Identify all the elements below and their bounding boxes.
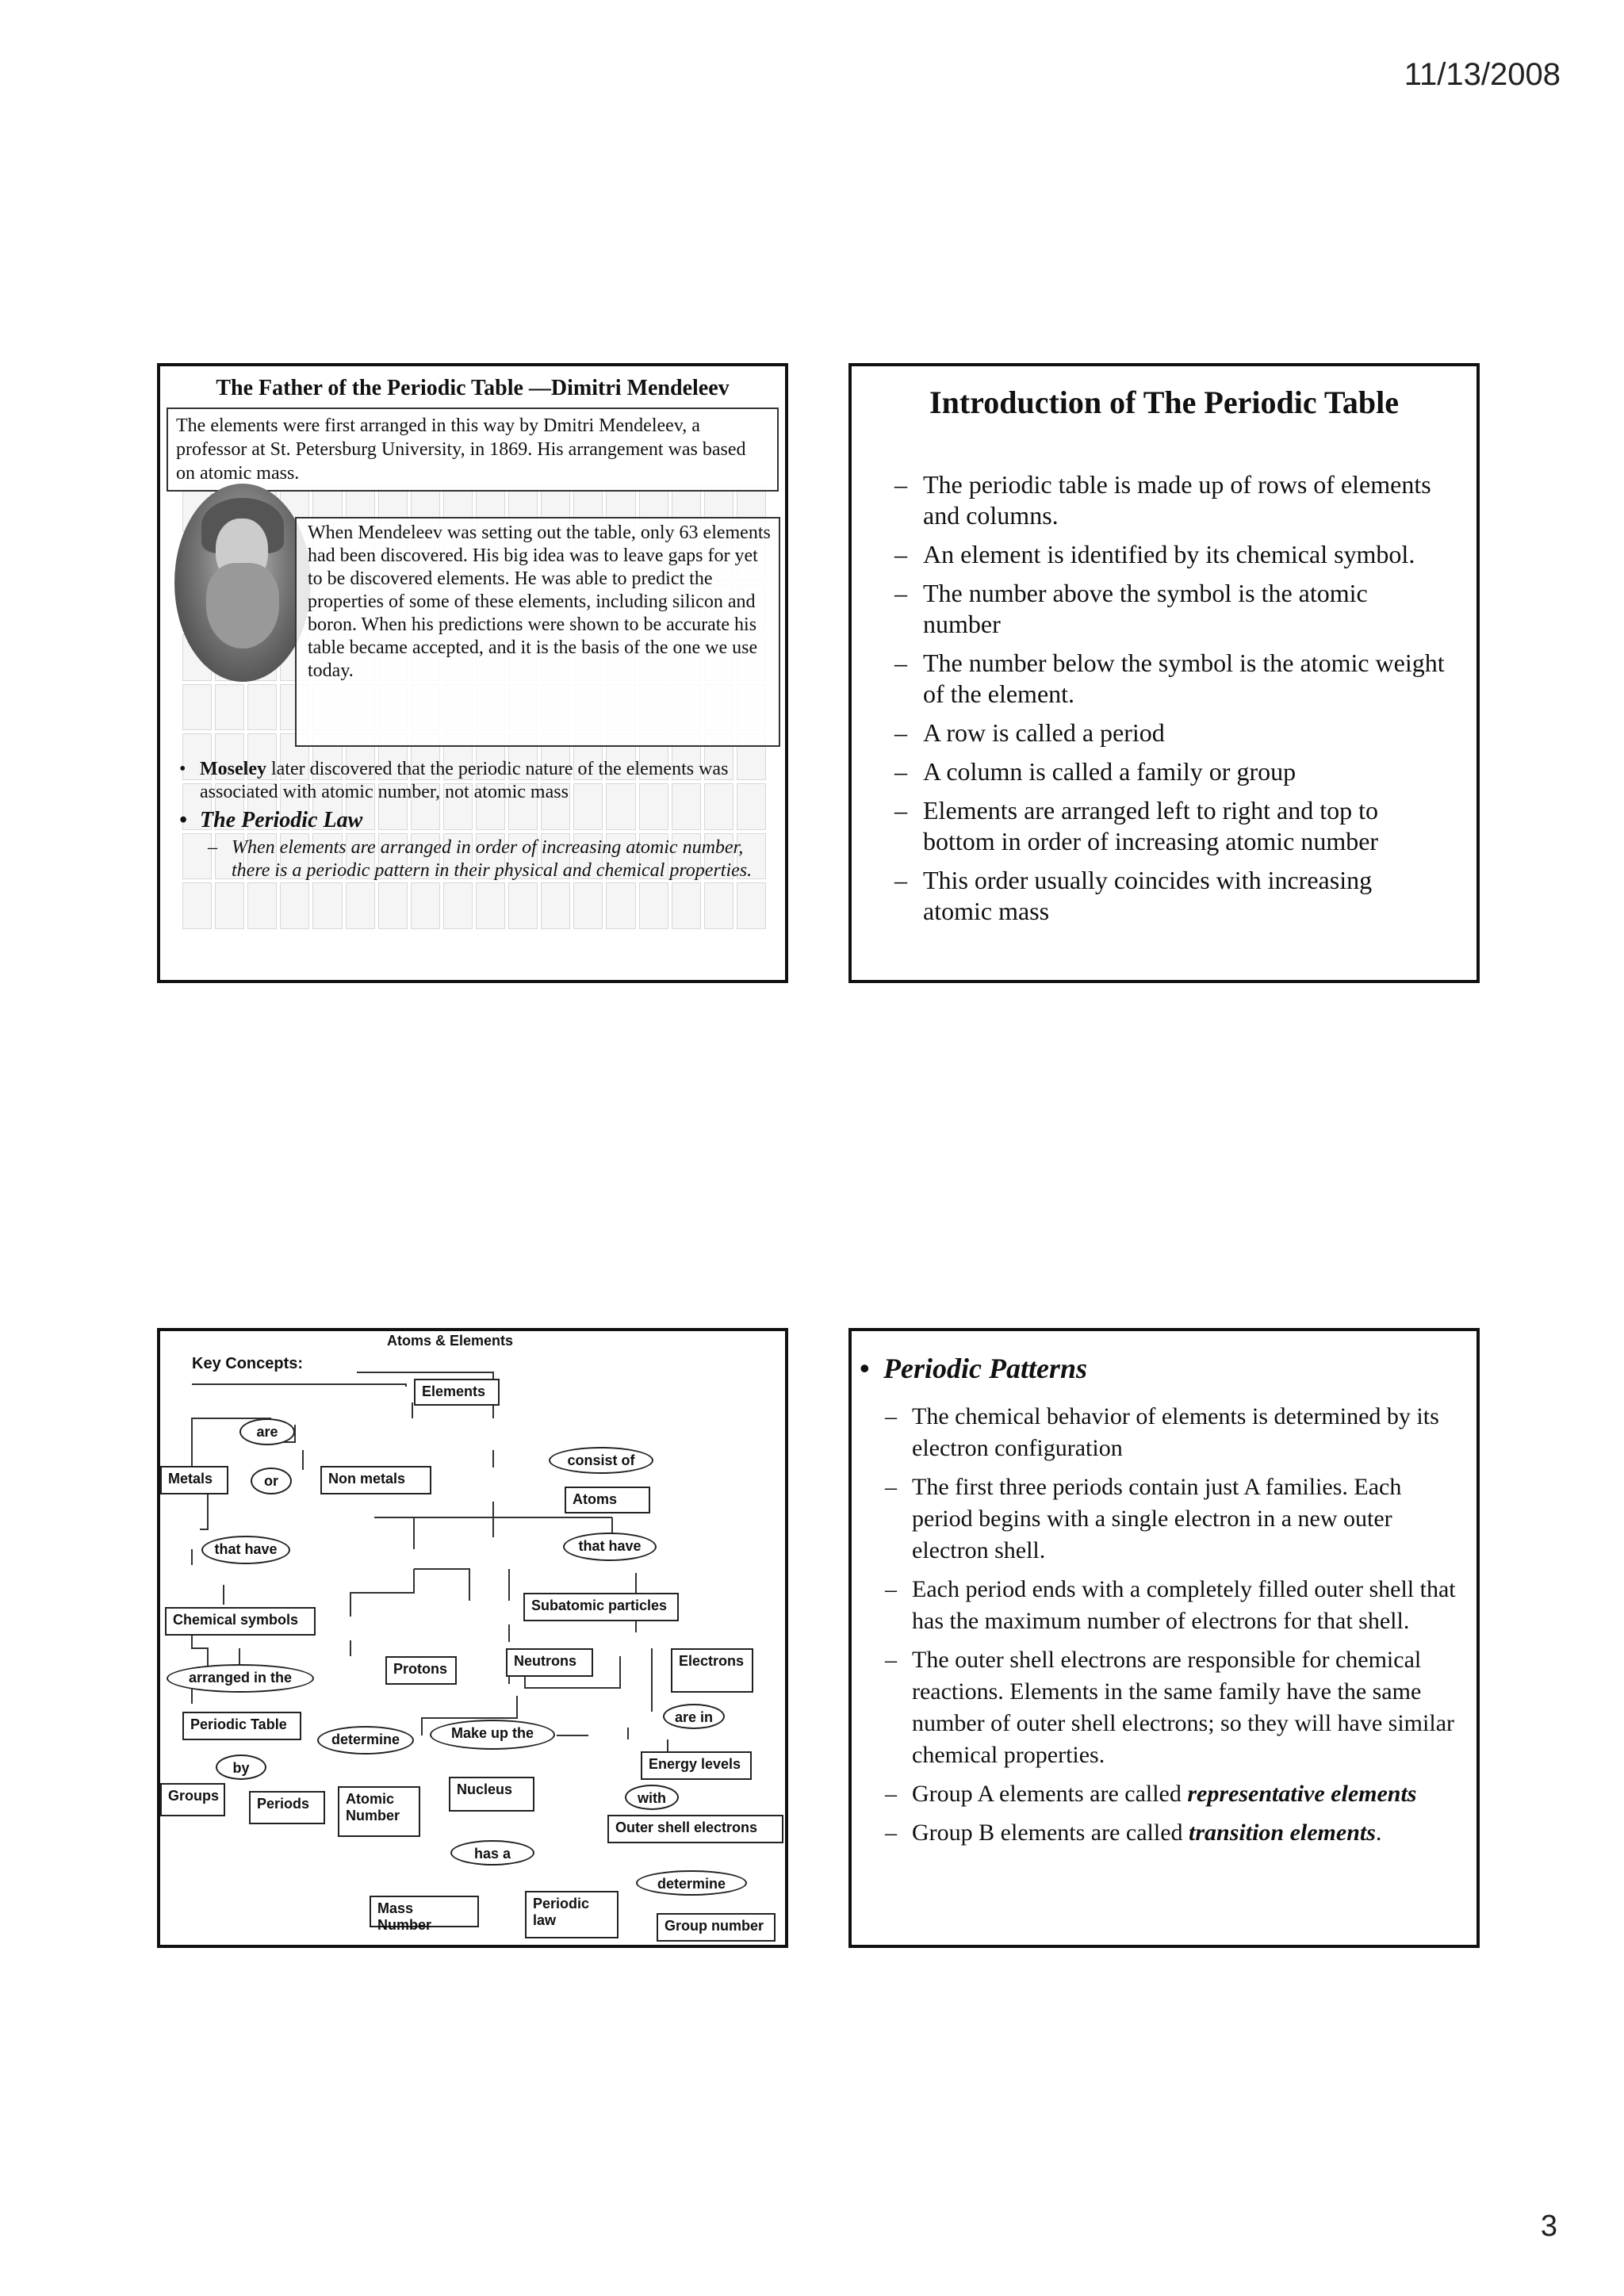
intro-textbox: The elements were first arranged in this way by Dmitri Mendeleev, a professor at St. Petersburg University, in 1869. His arrangement was based on atomic mass. [167,408,779,492]
link-make-up-the: Make up the [430,1720,555,1750]
node-group-number: Group number [657,1913,776,1942]
bullet-list [909,1401,1464,1856]
link-are-in: are in [663,1704,725,1729]
page-number: 3 [1540,2210,1557,2243]
node-atomic-number: Atomic Number [338,1786,420,1837]
list-item: – The chemical behavior of elements is determined by its electron configuration [909,1401,1464,1464]
map-title: Atoms & Elements [387,1333,514,1349]
node-periodic-table: Periodic Table [182,1712,301,1740]
link-determine-right: determine [636,1870,747,1896]
story-textbox: When Mendeleev was setting out the table, only 63 elements had been discovered. His big idea was to leave gaps for yet to be discovered elements. He was able to predict the properties of some of these elements, including silicon and boron. When his predictions were shown to be accurate his table became accepted, and it is the basis of the one we use today. [295,517,780,747]
list-item: – A row is called a period [909,718,1445,748]
node-periodic-law: Periodic law [525,1891,619,1938]
node-neutrons: Neutrons [506,1648,593,1677]
node-atoms: Atoms [565,1487,650,1513]
slide-title: The Father of the Periodic Table —Dimitri Mendeleev [216,376,730,400]
slide-periodic-patterns: • Periodic Patterns – The chemical behavior of elements is determined by its electron configuration – The first three periods contain just A families. Each period begins with a single electron in a new outer electron shell. – Each period ends with a completely filled outer shell that has the maximum number of electrons for that shell. – The outer shell electrons are responsible for chemical reactions. Elements in the same family have the same number of outer shell electrons; so they will have similar chemical properties. – Group A elements are called representative elements – Group B elements are called transition elements. [848,1328,1480,1948]
bullet-list [909,469,1445,935]
slide-concept-map [157,1328,788,1948]
node-metals: Metals [160,1466,228,1494]
list-item: – The number above the symbol is the atomic number [909,578,1445,640]
list-item: – This order usually coincides with increasing atomic mass [909,865,1445,927]
node-elements: Elements [414,1379,500,1406]
node-chemical-symbols: Chemical symbols [165,1607,316,1636]
node-non-metals: Non metals [320,1466,431,1494]
node-subatomic-particles: Subatomic particles [523,1593,679,1621]
list-item: – The first three periods contain just A families. Each period begins with a single electron in a new outer electron shell. [909,1471,1464,1567]
list-item: – An element is identified by its chemical symbol. [909,539,1445,570]
node-periods: Periods [249,1791,325,1824]
key-concepts-label: Key Concepts: [192,1355,304,1372]
link-determine-left: determine [317,1726,414,1755]
node-nucleus: Nucleus [449,1777,534,1812]
link-or: or [251,1468,292,1494]
list-item: – The periodic table is made up of rows of elements and columns. [909,469,1445,531]
list-item: – Elements are arranged left to right and top to bottom in order of increasing atomic number [909,795,1445,857]
slide-introduction [848,363,1480,983]
link-has-a: has a [450,1840,534,1866]
mendeleev-portrait [174,484,311,682]
slide-title: Introduction of The Periodic Table [929,385,1399,420]
list-item: – The outer shell electrons are responsible for chemical reactions. Elements in the same family have the same number of outer shell electrons; so they will have similar chemical properties. [909,1644,1464,1771]
handout-date: 11/13/2008 [1404,57,1561,92]
node-groups: Groups [160,1783,225,1816]
link-by: by [216,1755,266,1780]
list-item-group-a: – Group A elements are called representative elements [909,1778,1464,1810]
link-that-have-right: that have [563,1533,657,1561]
periodic-law-bullet: • The Periodic Law [176,809,766,832]
list-item: – The number below the symbol is the atomic weight of the element. [909,648,1445,710]
list-item: – A column is called a family or group [909,756,1445,787]
list-item: – Each period ends with a completely filled outer shell that has the maximum number of electrons for that shell. [909,1574,1464,1637]
node-mass-number: Mass Number [370,1896,479,1927]
link-consist-of: consist of [549,1447,653,1474]
periodic-law-text: – When elements are arranged in order of increasing atomic number, there is a periodic pattern in their physical and chemical properties. [176,836,766,882]
node-protons: Protons [385,1656,457,1685]
link-arranged-in-the: arranged in the [167,1664,314,1693]
link-with: with [625,1785,679,1810]
node-outer-shell-electrons: Outer shell electrons [607,1815,783,1843]
list-item-group-b: – Group B elements are called transition elements. [909,1817,1464,1849]
slide-mendeleev [157,363,788,983]
node-energy-levels: Energy levels [641,1751,752,1780]
moseley-bullet: • Moseley later discovered that the periodic nature of the elements was associated with atomic number, not atomic mass [176,758,766,804]
link-are: are [239,1418,295,1445]
bullet-list [176,758,766,882]
link-that-have-left: that have [201,1536,290,1564]
concept-map [160,1331,785,1945]
node-electrons: Electrons [671,1648,753,1693]
